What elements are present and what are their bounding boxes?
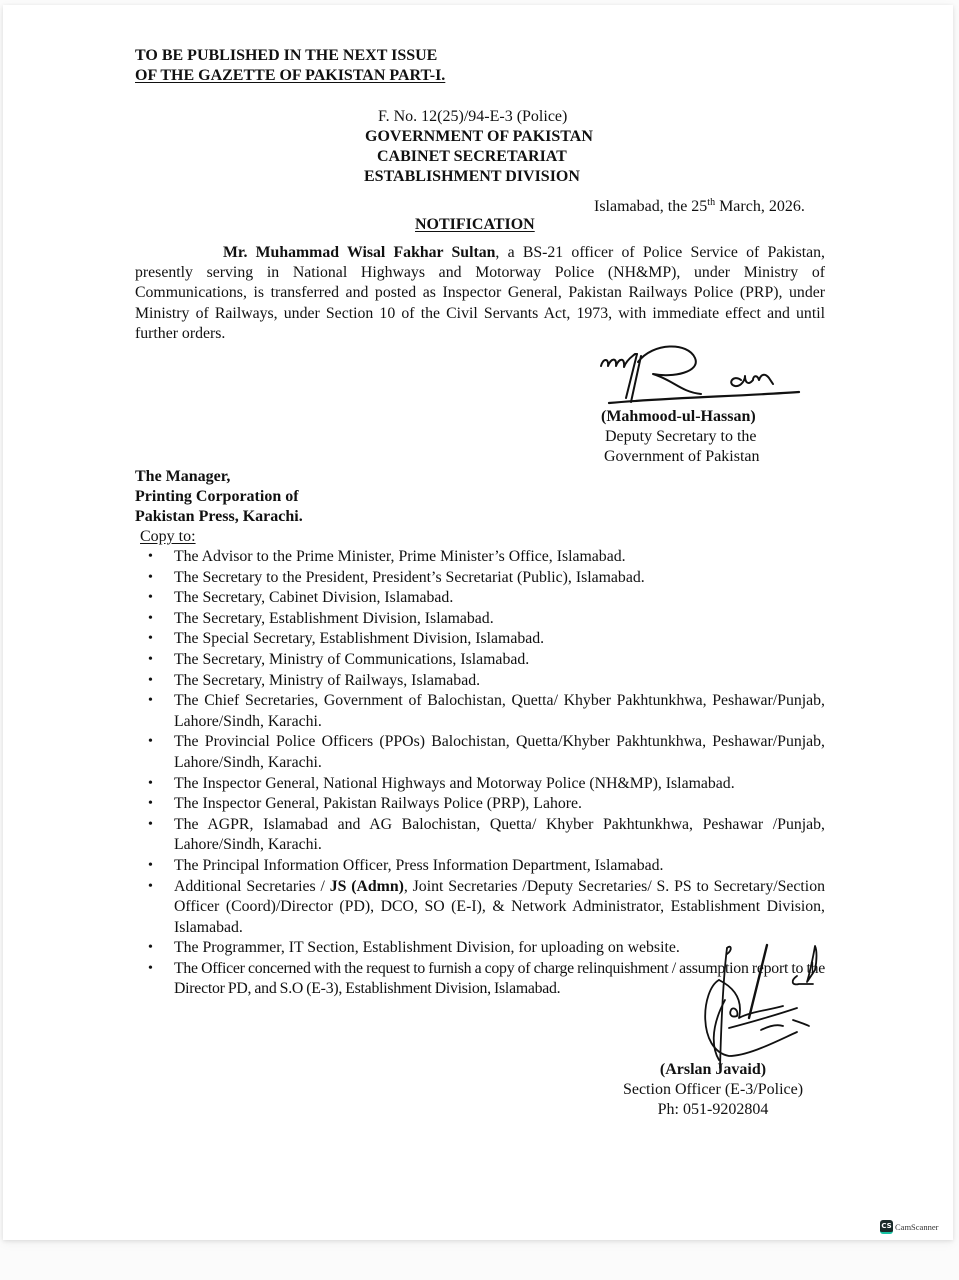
notification-body xyxy=(135,243,825,344)
copy-to-item-bold-text: JS (Admn) xyxy=(329,877,404,895)
copy-to-item xyxy=(143,877,825,939)
copy-to-item-text: The Officer concerned with the request to furnish a copy of charge relinquishment / assumption report to the Director PD, and S.O (E-3), Establishment Division, Islamabad. xyxy=(174,959,825,998)
bullet-icon: • xyxy=(148,610,153,626)
dateline-prefix: Islamabad, the 25 xyxy=(594,198,708,215)
addressee-line-3: Pakistan Press, Karachi. xyxy=(135,508,303,525)
addressee-block xyxy=(135,467,303,527)
copy-to-item xyxy=(143,609,825,630)
division-heading: ESTABLISHMENT DIVISION xyxy=(364,168,580,185)
signatory-2-block xyxy=(615,1060,811,1120)
copy-to-item-text: The Secretary, Ministry of Communications, Islamabad. xyxy=(174,650,530,668)
signatory-2-designation: Section Officer (E-3/Police) xyxy=(622,1081,804,1098)
gazette-publish-notice xyxy=(135,46,445,86)
copy-to-item xyxy=(143,815,825,856)
secretariat-heading: CABINET SECRETARIAT xyxy=(377,148,567,165)
copy-to-item xyxy=(143,671,825,692)
officer-name: Mr. Muhammad Wisal Fakhar Sultan xyxy=(223,244,496,261)
copy-to-item xyxy=(143,856,825,877)
copy-to-item-text: The Special Secretary, Establishment Division, Islamabad. xyxy=(174,630,545,648)
copy-to-item xyxy=(143,794,825,815)
copy-to-item-text: The Inspector General, Pakistan Railways Police (PRP), Lahore. xyxy=(174,795,582,813)
copy-to-item xyxy=(143,568,825,589)
copy-to-item-text: The Secretary, Cabinet Division, Islamabad. xyxy=(174,589,454,607)
signatory-2-phone: Ph: 051-9202804 xyxy=(657,1101,769,1118)
bullet-icon: • xyxy=(148,796,153,812)
addressee-line-2: Printing Corporation of xyxy=(135,488,299,505)
bullet-icon: • xyxy=(148,590,153,606)
copy-to-label: Copy to: xyxy=(140,528,196,545)
copy-to-item xyxy=(143,588,825,609)
publish-notice-line-1: TO BE PUBLISHED IN THE NEXT ISSUE xyxy=(135,47,438,64)
bullet-icon: • xyxy=(148,651,153,667)
copy-to-list xyxy=(143,547,825,1000)
bullet-icon: • xyxy=(148,940,153,956)
copy-to-item-text: The Provincial Police Officers (PPOs) Balochistan, Quetta/Khyber Pakhtunkhwa, Peshawar/Punjab, Lahore/Sindh, Karachi. xyxy=(174,733,825,771)
bullet-icon: • xyxy=(148,960,153,976)
bullet-icon: • xyxy=(148,631,153,647)
camscanner-watermark xyxy=(880,1220,938,1234)
publish-notice-line-2: OF THE GAZETTE OF PAKISTAN PART-I. xyxy=(135,67,446,84)
copy-to-item-text: The Advisor to the Prime Minister, Prime Minister’s Office, Islamabad. xyxy=(174,548,626,565)
dateline xyxy=(594,197,805,217)
camscanner-logo-icon: CS xyxy=(880,1220,893,1234)
bullet-icon: • xyxy=(148,878,153,894)
bullet-icon: • xyxy=(148,734,153,750)
bullet-icon: • xyxy=(148,857,153,873)
copy-to-item-text: The Chief Secretaries, Government of Balochistan, Quetta/ Khyber Pakhtunkhwa, Peshawar/Punjab, Lahore/Sindh, Karachi. xyxy=(174,692,825,730)
bullet-icon: • xyxy=(148,816,153,832)
copy-to-item-text: The Secretary to the President, President’s Secretariat (Public), Islamabad. xyxy=(174,568,645,586)
copy-to-item-text: The AGPR, Islamabad and AG Balochistan, Quetta/ Khyber Pakhtunkhwa, Peshawar /Punjab, Lahore/Sindh, Karachi. xyxy=(174,815,825,854)
copy-to-item xyxy=(143,691,825,732)
copy-to-item xyxy=(143,774,825,795)
copy-to-item-text: , Joint Secretaries /Deputy Secretaries/ S. PS to Secretary/Section Officer (Coord)/Director (PD), DCO, SO (E-I), & Network Administrator, Establishment Division, Islamabad. xyxy=(174,877,825,936)
copy-to-item xyxy=(143,629,825,650)
signatory-1-name: (Mahmood-ul-Hassan) xyxy=(601,408,756,425)
signatory-1-block xyxy=(601,407,760,467)
signatory-1-designation-line-2: Government of Pakistan xyxy=(604,448,760,465)
notification-text: , a BS-21 officer of Police Service of Pakistan, presently serving in National Highways and Motorway Police (NH&MP), under Ministry of Communications, is transferred and posted as Inspector General, Pakistan Railways Police (PRP), under Ministry of Railways, under Section 10 of the Civil Servants Act, 1973, with immediate effect and until further orders. xyxy=(135,244,826,342)
copy-to-item-text: The Programmer, IT Section, Establishment Division, for uploading on website. xyxy=(174,939,680,957)
copy-to-item-text: Additional Secretaries / xyxy=(174,877,330,895)
copy-to-item xyxy=(143,650,825,671)
copy-to-item-text: The Principal Information Officer, Press Information Department, Islamabad. xyxy=(174,856,664,874)
signature-section-officer xyxy=(679,940,839,1070)
bullet-icon: • xyxy=(148,549,153,564)
copy-to-item-text: The Inspector General, National Highways and Motorway Police (NH&MP), Islamabad. xyxy=(174,774,735,792)
bullet-icon: • xyxy=(148,775,153,791)
addressee-line-1: The Manager, xyxy=(135,468,231,485)
dateline-suffix: March, 2026. xyxy=(715,198,805,215)
signatory-2-name: (Arslan Javaid) xyxy=(659,1061,767,1078)
bullet-icon: • xyxy=(148,672,153,688)
bullet-icon: • xyxy=(148,569,153,585)
government-heading: GOVERNMENT OF PAKISTAN xyxy=(365,128,593,145)
copy-to-item-text: The Secretary, Establishment Division, Islamabad. xyxy=(174,609,494,627)
file-number: F. No. 12(25)/94-E-3 (Police) xyxy=(378,108,568,125)
signatory-1-designation-line-1: Deputy Secretary to the xyxy=(605,428,757,445)
copy-to-item xyxy=(143,547,825,568)
signature-deputy-secretary xyxy=(593,340,808,410)
bullet-icon: • xyxy=(148,693,153,709)
copy-to-item xyxy=(143,732,825,773)
camscanner-label: CamScanner xyxy=(895,1222,939,1232)
copy-to-item-text: The Secretary, Ministry of Railways, Islamabad. xyxy=(174,671,481,689)
document-page xyxy=(3,5,953,1240)
notification-title: NOTIFICATION xyxy=(415,216,535,233)
dateline-ordinal: th xyxy=(707,197,716,208)
